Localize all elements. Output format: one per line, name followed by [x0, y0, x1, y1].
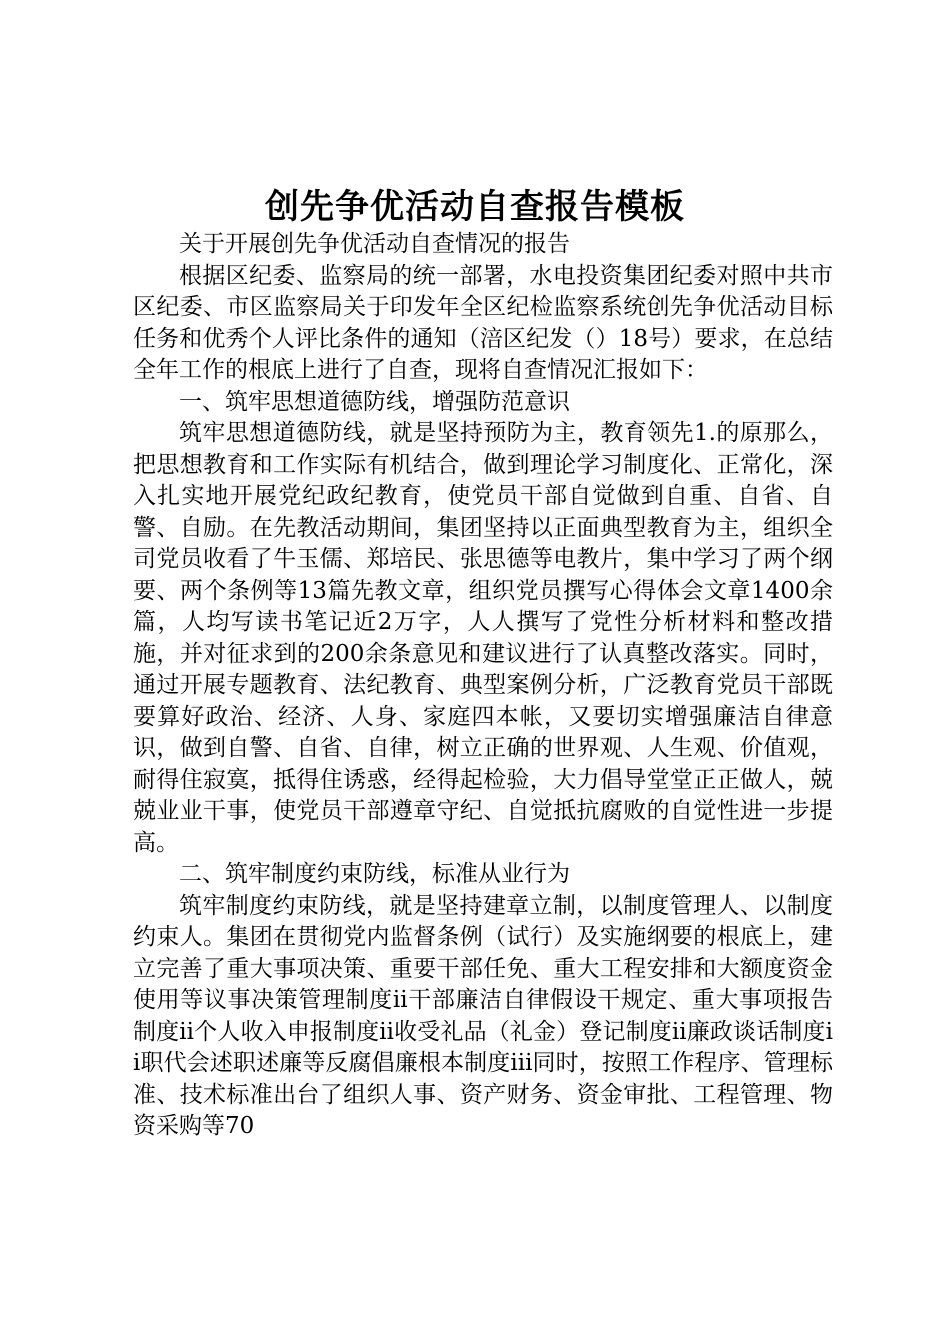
document-title: 创先争优活动自查报告模板 [265, 187, 685, 227]
intro-paragraph: 根据区纪委、监察局的统一部署，水电投资集团纪委对照中共市区纪委、市区监察局关于印发年全区纪检监察系统创先争优活动目标任务和优秀个人评比条件的通知（涪区纪发（）18号）要求，在总结全年工作的根底上进行了自查，现将自查情况汇报如下： [133, 262, 833, 383]
report-subtitle: 关于开展创先争优活动自查情况的报告 [179, 231, 570, 257]
section-heading-1: 一、筑牢思想道德防线，增强防范意识 [179, 388, 570, 415]
section-1-paragraph: 筑牢思想道德防线，就是坚持预防为主，教育领先1.的原那么，把思想教育和工作实际有机结合，做到理论学习制度化、正常化，深入扎实地开展党纪政纪教育，使党员干部自觉做到自重、自省、自警、自励。在先教活动期间，集团坚持以正面典型教育为主，组织全司党员收看了牛玉儒、郑培民、张思德等电教片，集中学习了两个纲要、两个条例等13篇先教文章，组织党员撰写心得体会文章1400余篇，人均写读书笔记近2万字，人人撰写了党性分析材料和整改措施，并对征求到的200余条意见和建议进行了认真整改落实。同时，通过开展专题教育、法纪教育、典型案例分析，广泛教育党员干部既要算好政治、经济、人身、家庭四本帐，又要切实增强廉洁自律意识，做到自警、自省、自律，树立正确的世界观、人生观、价值观，耐得住寂寞，抵得住诱惑，经得起检验，大力倡导堂堂正正做人，兢兢业业干事，使党员干部遵章守纪、自觉抵抗腐败的自觉性进一步提高。 [133, 420, 833, 856]
section-heading-2: 二、筑牢制度约束防线，标准从业行为 [179, 861, 570, 887]
section-2-paragraph: 筑牢制度约束防线，就是坚持建章立制，以制度管理人、以制度约束人。集团在贯彻党内监督条例（试行）及实施纲要的根底上，建立完善了重大事项决策、重要干部任免、重大工程安排和大额度资金使用等议事决策管理制度ii干部廉洁自律假设干规定、重大事项报告制度ii个人收入申报制度ii收受礼品（礼金）登记制度ii廉政谈话制度ii职代会述职述廉等反腐倡廉根本制度iii同时，按照工作程序、管理标准、技术标准出台了组织人事、资产财务、资金审批、工程管理、物资采购等70 [133, 892, 833, 1139]
document-body [133, 229, 833, 1143]
